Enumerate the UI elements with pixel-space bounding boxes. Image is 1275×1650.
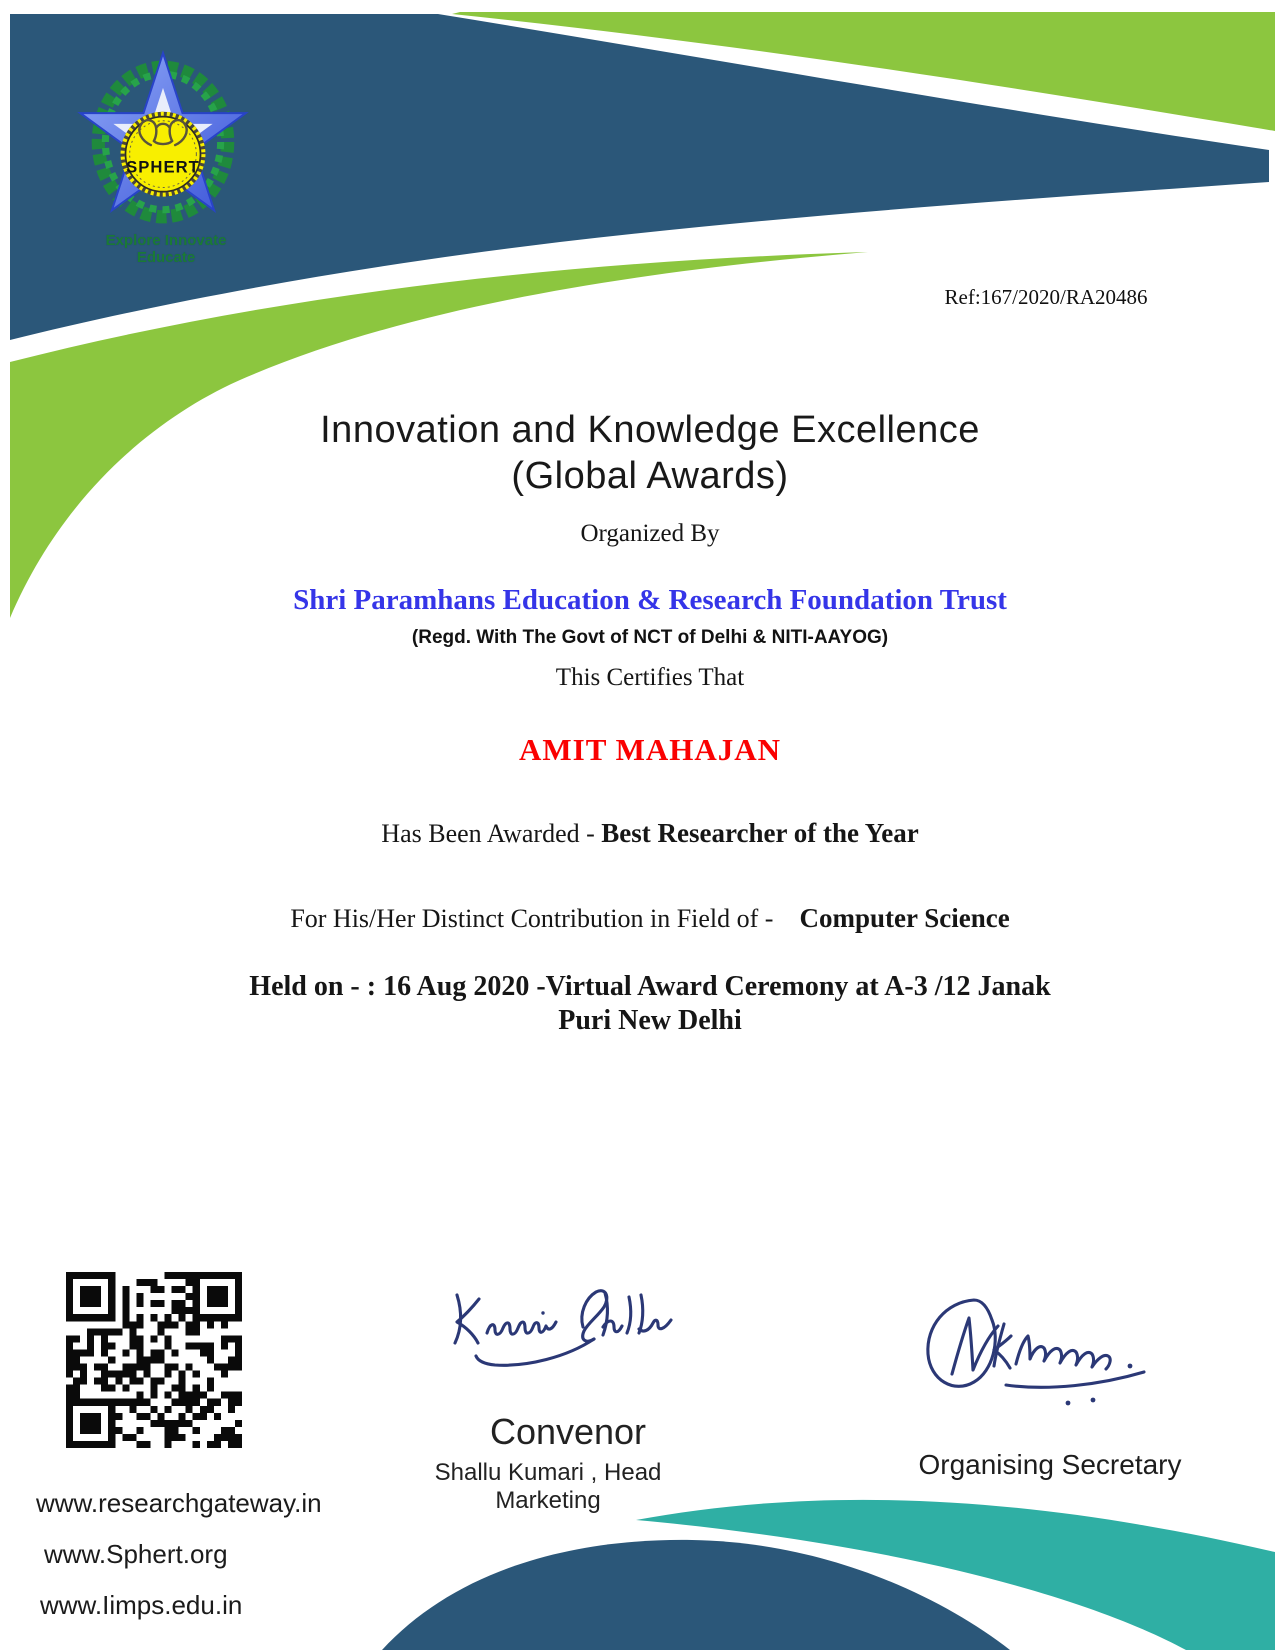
trust-name: Shri Paramhans Education & Research Foundation Trust bbox=[293, 584, 1007, 616]
registration-note: (Regd. With The Govt of NCT of Delhi & NITI-AAYOG) bbox=[411, 627, 889, 648]
website-item: www.researchgateway.in bbox=[36, 1488, 322, 1518]
qr-code bbox=[66, 1272, 242, 1448]
secretary-signature-image bbox=[918, 1288, 1168, 1416]
certifies-label: This Certifies That bbox=[555, 664, 745, 691]
website-item: www.Sphert.org bbox=[44, 1539, 228, 1569]
convenor-role-label: Convenor bbox=[489, 1411, 647, 1452]
website-list bbox=[36, 1488, 366, 1641]
recipient-name: AMIT MAHAJAN bbox=[519, 732, 781, 767]
certificate-subtitle: (Global Awards) bbox=[511, 455, 789, 497]
field-prefix: For His/Her Distinct Contribution in Field of - bbox=[290, 904, 774, 933]
event-details-line2: Puri New Delhi bbox=[558, 1005, 742, 1036]
field-name: Computer Science bbox=[799, 903, 1010, 933]
award-title: Best Researcher of the Year bbox=[601, 818, 919, 848]
certificate-title: Innovation and Knowledge Excellence bbox=[320, 409, 980, 451]
logo-tagline: Explore Innovate Educate bbox=[105, 232, 227, 266]
award-line bbox=[30, 817, 1270, 850]
award-prefix: Has Been Awarded - bbox=[381, 819, 602, 848]
medal-icon bbox=[121, 112, 206, 197]
secretary-role-label: Organising Secretary bbox=[918, 1449, 1182, 1480]
event-details bbox=[30, 970, 1270, 1038]
logo-text: SPHERT bbox=[126, 157, 200, 177]
field-line bbox=[30, 902, 1270, 935]
sphert-logo bbox=[72, 46, 254, 233]
convenor-name-label: Shallu Kumari , Head Marketing bbox=[434, 1459, 662, 1514]
event-details-line1: Held on - : 16 Aug 2020 -Virtual Award Ceremony at A-3 /12 Janak bbox=[249, 971, 1051, 1002]
website-item: www.Iimps.edu.in bbox=[40, 1590, 243, 1620]
ref-number: Ref:167/2020/RA20486 bbox=[944, 285, 1148, 309]
organized-by-label: Organized By bbox=[580, 520, 720, 547]
convenor-signature-image bbox=[445, 1273, 705, 1378]
